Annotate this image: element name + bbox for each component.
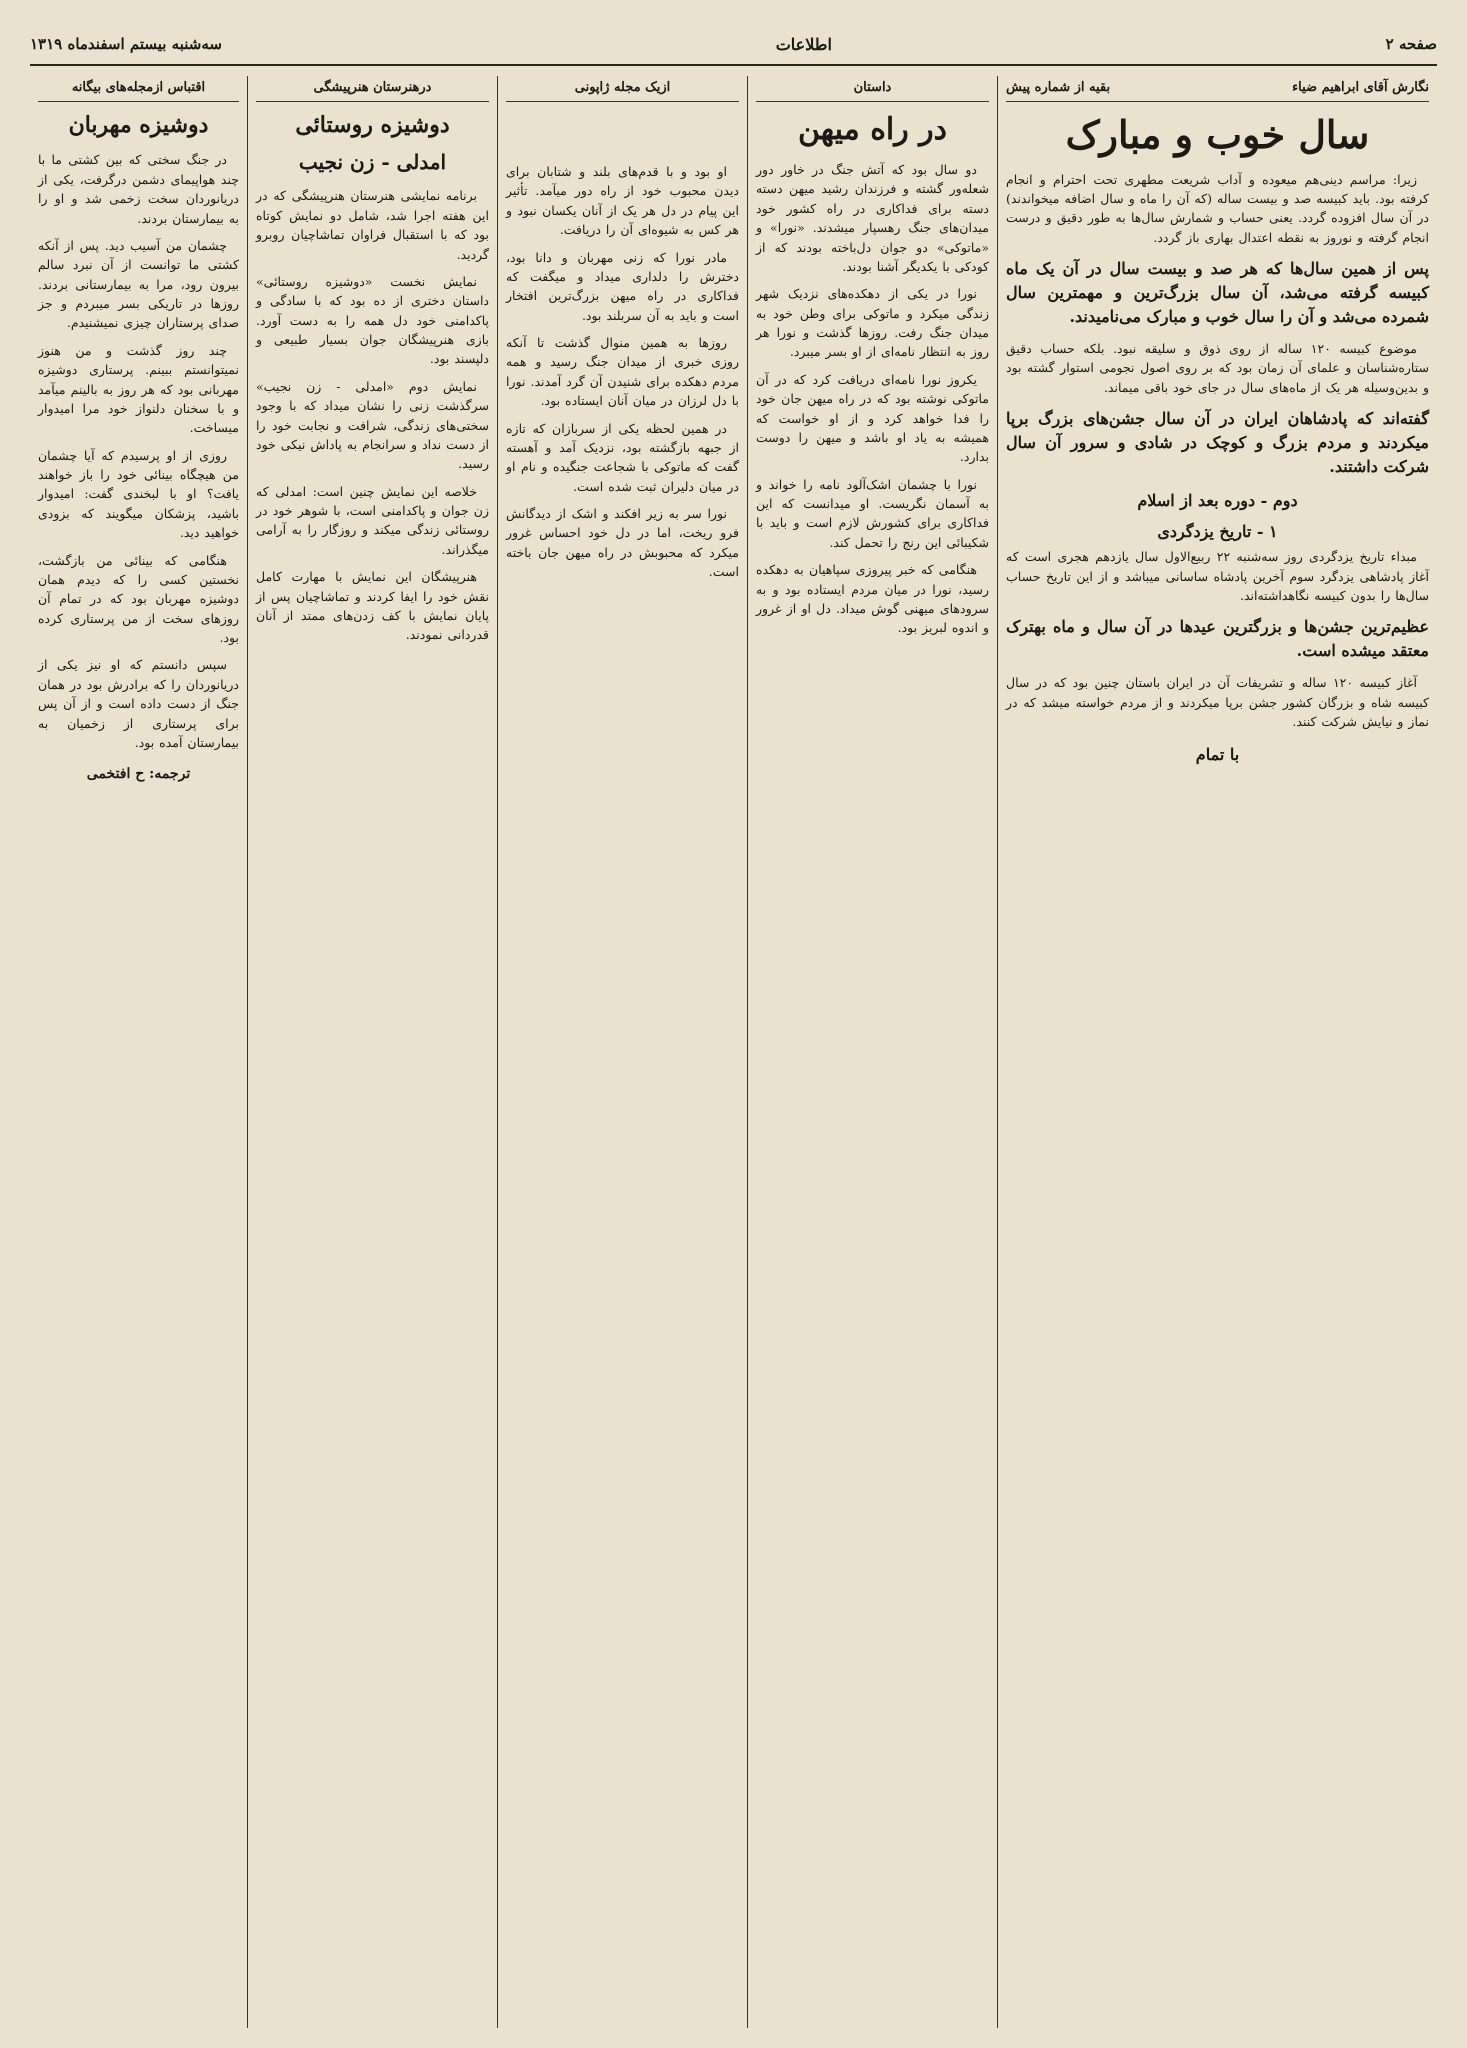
article-body (506, 162, 739, 582)
paragraph: نورا با چشمان اشک‌آلود نامه را خواند و به آسمان نگریست. او میدانست که این فداکاری برای کشورش لازم است و باید با شکیبائی این رنج را تحمل کند. (756, 476, 989, 550)
paragraph: برنامه نمایشی هنرستان هنرپیشگی که در این هفته اجرا شد، شامل دو نمایش کوتاه بود که با استقبال فراوان تماشاچیان روبرو گردید. (256, 188, 489, 262)
page-header (30, 30, 1437, 66)
paragraph: هنرپیشگان این نمایش با مهارت کامل نقش خود را ایفا کردند و تماشاچیان پس از پایان نمایش با کف زدن‌های ممتد از آنان قدردانی نمودند. (256, 569, 489, 643)
paragraph: دو سال بود که آتش جنگ در خاور دور شعله‌ور گشته و فرزندان رشید میهن دسته دسته برای فداکاری در راه کشور خود میدان‌های جنگ رهسپار میشدند. «نورا» و «ماتوکی» دو جوان دل‌باخته بودند که از کودکی با یکدیگر آشنا بودند. (756, 162, 989, 274)
bold-paragraph: عظیم‌ترین جشن‌ها و بزرگترین عیدها در آن سال و ماه بهترک معتقد میشده است. (1006, 617, 1429, 661)
paragraph: در جنگ سختی که بین کشتی ما با چند هواپیمای دشمن درگرفت، یکی از دریانوردان سخت زخمی شد و او را به بیمارستان بردند. (38, 152, 239, 226)
column-village-maiden (247, 76, 497, 2028)
section-subheading: دوم - دوره بعد از اسلام (1137, 491, 1298, 511)
article-body-3 (1006, 547, 1429, 605)
paragraph: نورا در یکی از دهکده‌های نزدیک شهر زندگی میکرد و ماتوکی برای وطن خود به میدان جنگ رفت. روزها گذشت و نورا هر روز به انتظار نامه‌ای از او بسر میبرد. (756, 286, 989, 360)
column-label: درهنرستان هنرپیشگی (256, 76, 489, 102)
section-subheading: ۱ - تاریخ یزدگردی (1157, 522, 1278, 542)
article-title: سال خوب و مبارک (1065, 112, 1370, 157)
continued-label: بقیه از شماره پیش (1006, 80, 1111, 95)
issue-date: سه‌شنبه بیستم اسفندماه ۱۳۱۹ (30, 35, 222, 53)
paragraph: سپس دانستم که او نیز یکی از دریانوردان را که برادرش بود در همان جنگ از دست داده است و از آن پس برای پرستاری از زخمیان به بیمارستان آمده بود. (38, 657, 239, 750)
column-label: ازیک مجله ژاپونی (506, 76, 739, 102)
paragraph: در همین لحظه یکی از سربازان که تازه از جبهه بازگشته بود، نزدیک آمد و آهسته گفت که ماتوکی با شجاعت جنگیده و نام او در میان دلیران ثبت شده است. (506, 420, 739, 494)
paragraph: هنگامی که بینائی من بازگشت، نخستین کسی را که دیدم همان دوشیزه مهربان بود که در تمام آن روزهای سخت از من پرستاری کرده بود. (38, 552, 239, 646)
article-end: با تمام (1195, 745, 1240, 765)
paragraph: روزها به همین منوال گذشت تا آنکه روزی خبری از میدان جنگ رسید و همه مردم دهکده برای شنیدن آن گرد آمدند. نورا با دل لرزان در میان آنان ایستاده بود. (506, 335, 739, 409)
bold-paragraph: گفته‌اند که پادشاهان ایران در آن سال جشن‌های بزرگ برپا میکردند و مردم بزرگ و کوچک در شادی و سرور آن سال شرکت داشتند. (1006, 409, 1429, 477)
paragraph: یکروز نورا نامه‌ای دریافت کرد که در آن ماتوکی نوشته بود که در راه میهن جان خود را فدا خواهد کرد و از او خواست که همیشه به یاد او باشد و میهن را دوست بدارد. (756, 371, 989, 465)
article-body-4 (1006, 673, 1429, 731)
paragraph: روزی از او پرسیدم که آیا چشمان من هیچگاه بینائی خود را باز خواهند یافت؟ او با لبخندی گفت: امیدوار باشید، پزشکان میگویند که بزودی خواهید دید. (38, 447, 239, 541)
paragraph: مادر نورا که زنی مهربان و دانا بود، دخترش را دلداری میداد و میگفت که فداکاری در راه میهن بزرگ‌ترین افتخار است و باید به آن سربلند بود. (506, 249, 739, 323)
paragraph: مبداء تاریخ یزدگردی روز سه‌شنبه ۲۲ ربیع‌الاول سال یازدهم هجری است که آغاز پادشاهی یزدگرد سوم آخرین پادشاه ساسانی میباشد و از این تاریخ حساب سال‌ها را بدون کبیسه نگاهداشته‌اند. (1006, 549, 1429, 603)
article-title: دوشیزه مهربان (68, 112, 209, 138)
paragraph: او بود و با قدم‌های بلند و شتابان برای دیدن محبوب خود از راه دور میآمد. تأثیر این پیام در دل هر یک از آنان یکسان نبود و هر کس به شیوه‌ای آن را دریافت. (506, 164, 739, 238)
paragraph: نمایش دوم «امدلی - زن نجیب» سرگذشت زنی را نشان میداد که با وجود سختی‌های زندگی، شرافت و نجابت خود را از دست نداد و سرانجام به پاداش نیکی خود رسید. (256, 378, 489, 472)
article-body (1006, 170, 1429, 248)
article-title: دوشیزه روستائی (295, 112, 450, 138)
translator-credit: ترجمه: ح افتخمی (86, 766, 191, 783)
column-kind-maiden (30, 76, 247, 2028)
article-columns (30, 76, 1437, 2028)
paragraph: موضوع کبیسه ۱۲۰ ساله از روی ذوق و سلیقه نبود. بلکه حساب دقیق ستاره‌شناسان و علمای آن زمان بود که بر روی اصول نجومی استوار گشته بود و بدین‌وسیله هر یک از ماه‌های سال در جای خود باقی میماند. (1006, 341, 1429, 395)
article-body (256, 186, 489, 644)
article-subtitle: امدلی - زن نجیب (298, 150, 447, 175)
paragraph: چند روز گذشت و من هنوز نمیتوانستم ببینم. پرستاری دوشیزه مهربانی بود که هر روز به بالینم میآمد و با سخنان دلنواز خود مرا امیدوار میساخت. (38, 342, 239, 436)
paragraph: آغاز کبیسه ۱۲۰ ساله و تشریفات آن در ایران باستان چنین بود که در سال کبیسه شاه و بزرگان کشور جشن برپا میکردند و از مردم خواسته میشد که در نماز و نیایش شرکت کنند. (1006, 675, 1429, 730)
paper-name: اطلاعات (775, 34, 832, 54)
column-story (747, 76, 997, 2028)
column-label (1006, 76, 1429, 102)
paragraph: چشمان من آسیب دید. پس از آنکه کشتی ما توانست از آن نبرد سالم بیرون رود، مرا به بیمارستانی بردند. روزها در تاریکی بسر میبردم و جز صدای پرستاران چیزی نمیشنیدم. (38, 237, 239, 331)
bold-paragraph: پس از همین سال‌ها که هر صد و بیست سال در آن یک ماه کبیسه گرفته می‌شد، آن سال بزرگ‌ترین و مهمترین سال شمرده می‌شد و آن را سال خوب و مبارک می‌نامیدند. (1006, 259, 1429, 327)
paragraph: نورا سر به زیر افکند و اشک از دیدگانش فرو ریخت، اما در دل خود احساس غرور میکرد که محبوبش در راه میهن جان باخته است. (506, 506, 739, 580)
column-good-year (997, 76, 1437, 2028)
paragraph: زیرا: مراسم دینی‌هم میعوده و آداب شریعت مطهری تحت احترام و انجام کرفته بود. باید کبیسه صد و بیست ساله (که آن را ماه و سال اضافه میخواندند) در آن سال افزوده گردد. یعنی حساب و شمارش سال‌ها به طور دقیق و درست انجام گرفته و نوروز به نقطه اعتدال بهاری باز گردد. (1006, 171, 1429, 245)
column-label: اقتباس ازمجله‌های بیگانه (38, 76, 239, 102)
paragraph: نمایش نخست «دوشیزه روستائی» داستان دختری از ده بود که با سادگی و پاکدامنی خود دل همه را به دست آورد. بازی هنرپیشگان جوان بسیار طبیعی و دلپسند بود. (256, 273, 489, 367)
article-body (756, 160, 989, 638)
column-japanese-magazine (497, 76, 747, 2028)
article-body-2 (1006, 339, 1429, 397)
paragraph: هنگامی که خبر پیروزی سپاهیان به دهکده رسید، نورا در میان مردم ایستاده بود و به سرودهای میهنی گوش میداد. دل او از غرور و اندوه لبریز بود. (756, 562, 989, 636)
column-label: داستان (756, 76, 989, 102)
article-body (38, 150, 239, 752)
title-spacer (506, 112, 739, 162)
paragraph: خلاصه این نمایش چنین است: امدلی که زن جوان و پاکدامنی است، با شوهر خود در روستائی زندگی میکند و روزگار را به آرامی میگذراند. (256, 483, 489, 557)
article-title: در راه میهن (797, 112, 948, 147)
author-label: نگارش آقای ابراهیم ضیاء (1292, 80, 1429, 95)
page-number: صفحه ۲ (1385, 35, 1437, 53)
